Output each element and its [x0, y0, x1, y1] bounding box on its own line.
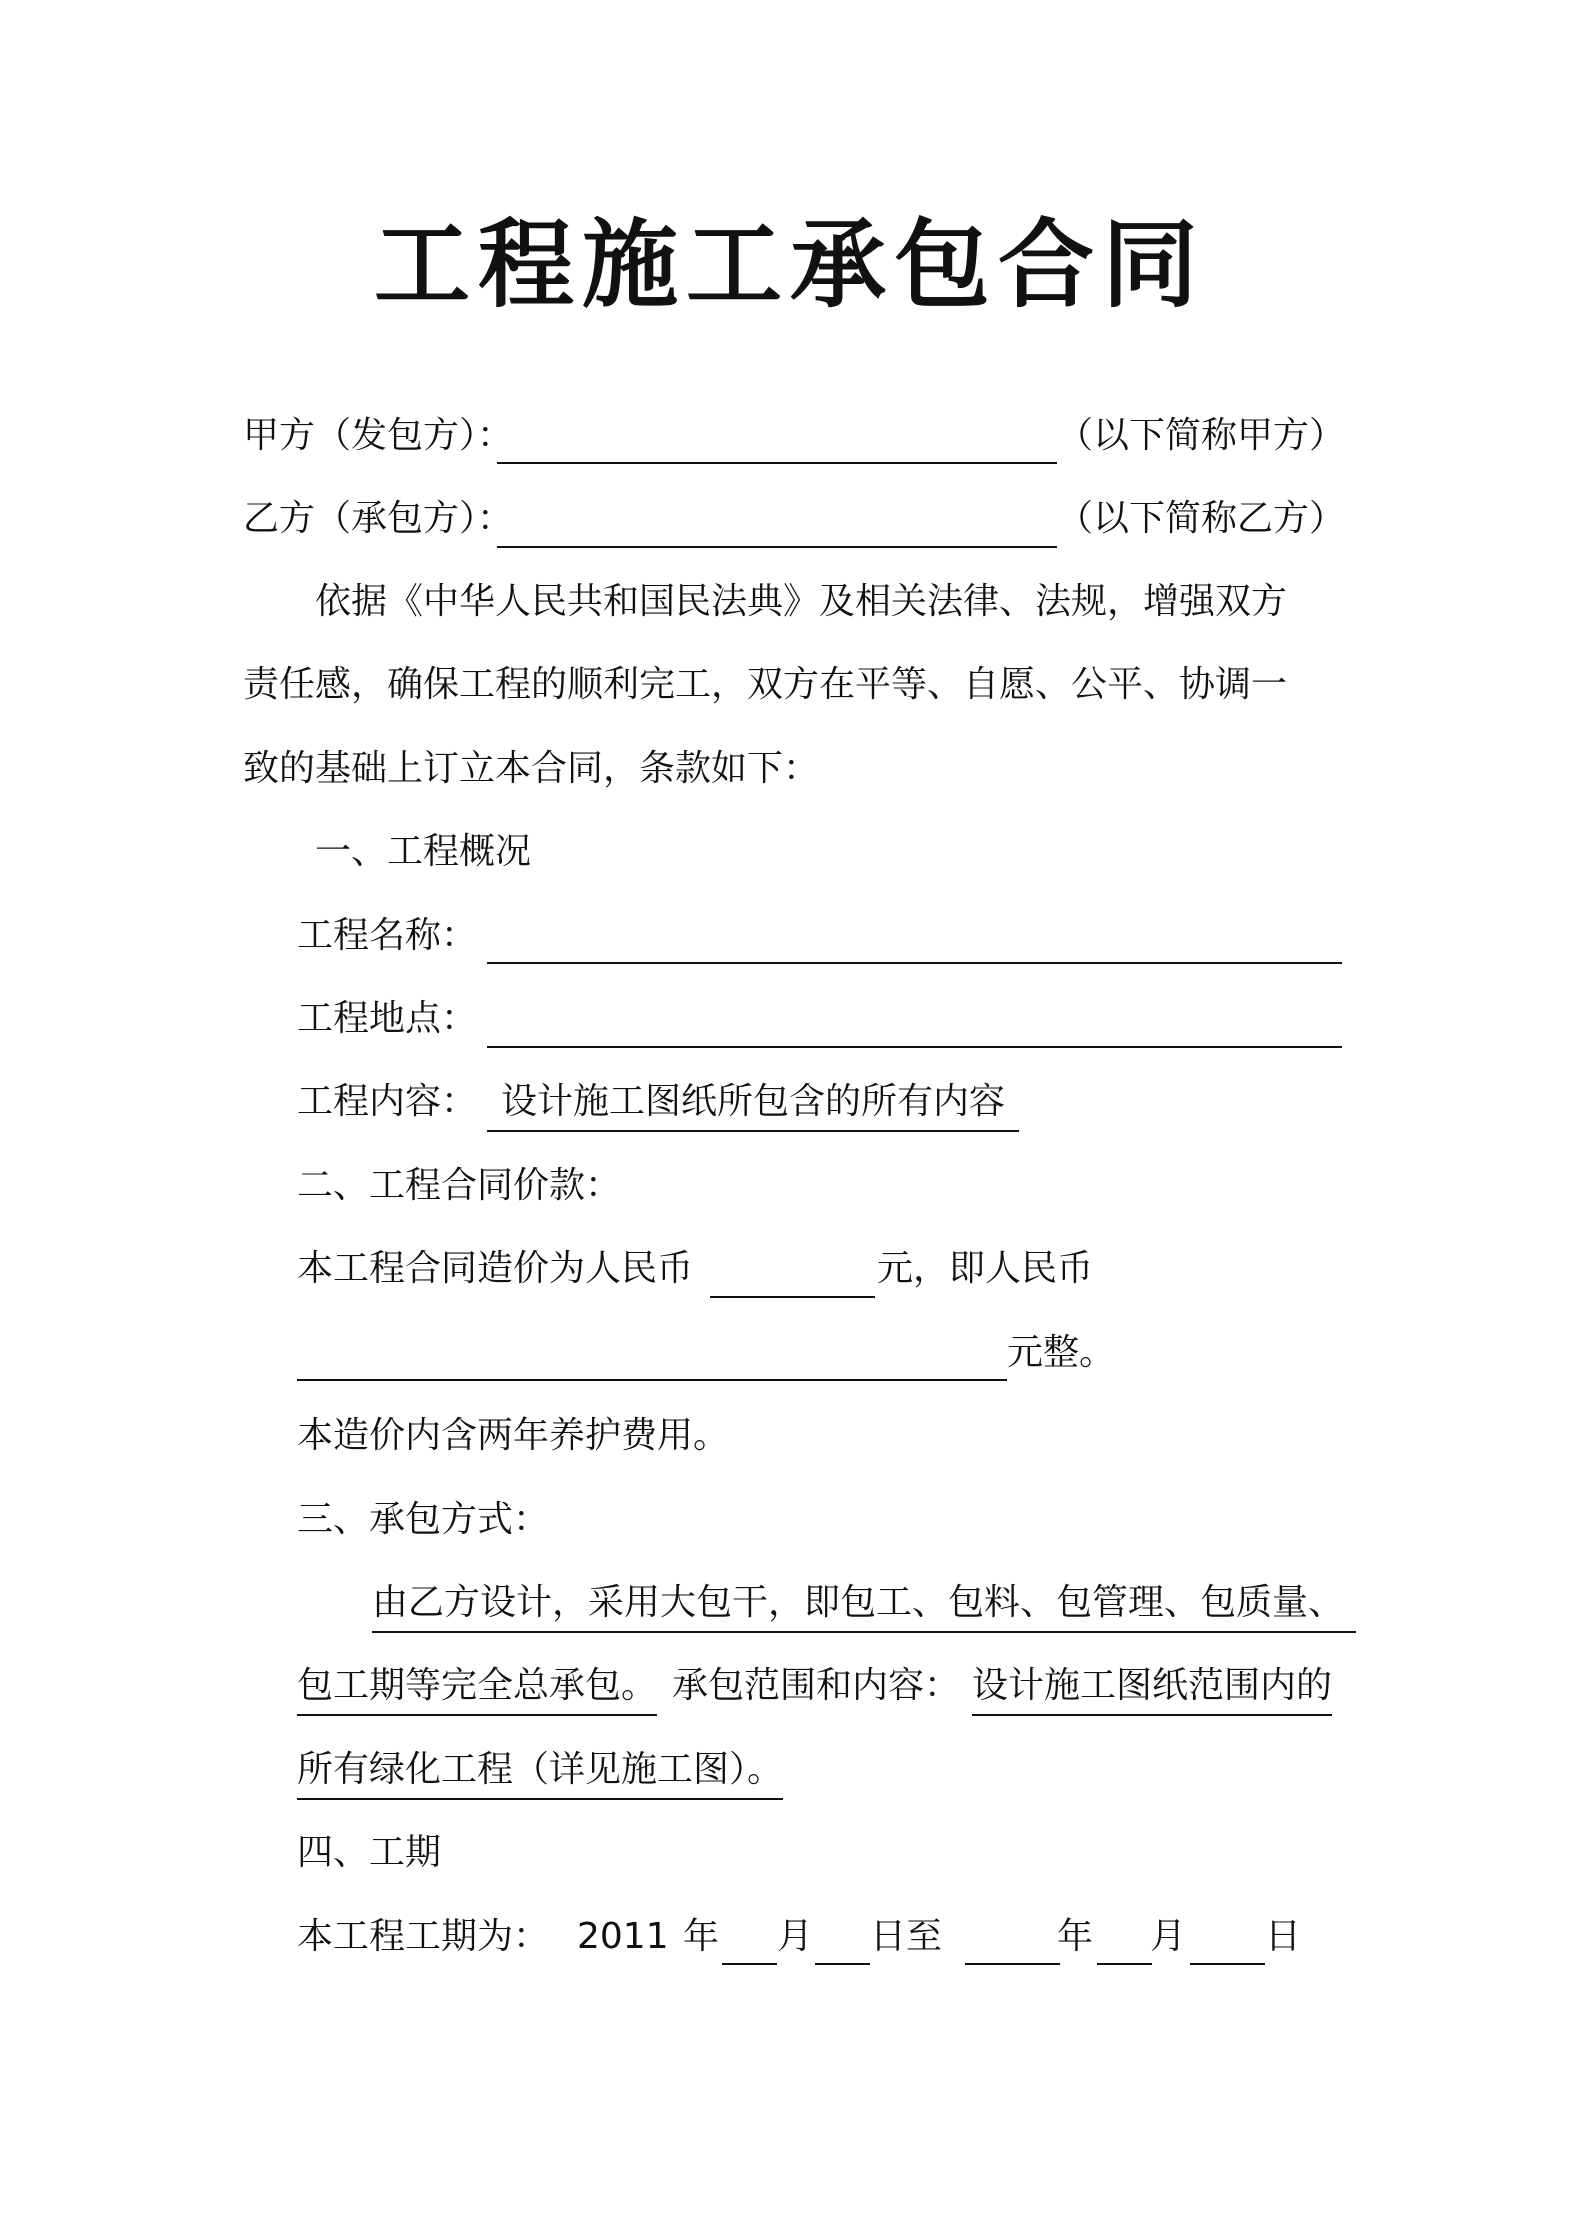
period-end-month-blank[interactable]	[1097, 1963, 1152, 1965]
party-a-blank[interactable]	[497, 462, 1057, 464]
contract-scope-label: 承包范围和内容：	[672, 1665, 961, 1706]
project-content-label: 工程内容：	[297, 1081, 478, 1122]
project-content-value: 设计施工图纸所包含的所有内容	[487, 1078, 1019, 1132]
section-3-heading: 三、承包方式：	[297, 1499, 550, 1540]
document-title: 工程施工承包合同	[374, 209, 1206, 321]
period-end-ri: 日	[1265, 1916, 1302, 1957]
price-words-blank[interactable]	[297, 1379, 1007, 1381]
preamble-line-2: 责任感，确保工程的顺利完工，双方在平等、自愿、公平、协调一	[243, 664, 1288, 705]
section-1-heading: 一、工程概况	[315, 831, 532, 872]
section-2-heading: 二、工程合同价款：	[297, 1165, 622, 1206]
party-b-label: 乙方（承包方）：	[243, 498, 514, 539]
period-start-month-blank[interactable]	[722, 1963, 777, 1965]
party-b-blank[interactable]	[497, 546, 1057, 548]
project-location-blank[interactable]	[487, 1046, 1342, 1048]
party-a-suffix: （以下简称甲方）	[1057, 415, 1346, 456]
project-location-label: 工程地点：	[297, 998, 478, 1039]
period-end-day-blank[interactable]	[1190, 1963, 1265, 1965]
period-end-nian: 年	[1057, 1916, 1094, 1957]
period-start-day-blank[interactable]	[815, 1963, 870, 1965]
preamble-line-3: 致的基础上订立本合同，条款如下：	[243, 748, 820, 789]
price-suffix: 元整。	[1007, 1332, 1116, 1373]
contract-method-line-2a: 包工期等完全总承包。	[297, 1662, 657, 1716]
period-end-year-blank[interactable]	[965, 1963, 1060, 1965]
price-number-blank[interactable]	[710, 1296, 875, 1298]
project-name-blank[interactable]	[487, 962, 1342, 964]
project-name-label: 工程名称：	[297, 915, 478, 956]
price-mid: 元，即人民币	[877, 1248, 1094, 1289]
period-start-nian: 年	[683, 1916, 720, 1957]
period-start-year: 2011	[577, 1916, 669, 1957]
period-end-yue: 月	[1150, 1916, 1187, 1957]
contract-method-line-1: 由乙方设计，采用大包干，即包工、包料、包管理、包质量、	[372, 1579, 1356, 1633]
party-a-label: 甲方（发包方）：	[243, 415, 514, 456]
contract-scope-line-2: 设计施工图纸范围内的	[972, 1662, 1332, 1716]
contract-scope-line-3: 所有绿化工程（详见施工图）。	[297, 1746, 783, 1800]
section-4-heading: 四、工期	[297, 1832, 442, 1873]
price-prefix: 本工程合同造价为人民币	[297, 1248, 694, 1289]
period-prefix: 本工程工期为：	[297, 1916, 550, 1957]
preamble-line-1: 依据《中华人民共和国民法典》及相关法律、法规，增强双方	[315, 581, 1288, 622]
price-note: 本造价内含两年养护费用。	[297, 1415, 730, 1456]
party-b-suffix: （以下简称乙方）	[1057, 498, 1346, 539]
period-start-ri-zhi: 日至	[870, 1916, 943, 1957]
period-start-yue: 月	[777, 1916, 814, 1957]
